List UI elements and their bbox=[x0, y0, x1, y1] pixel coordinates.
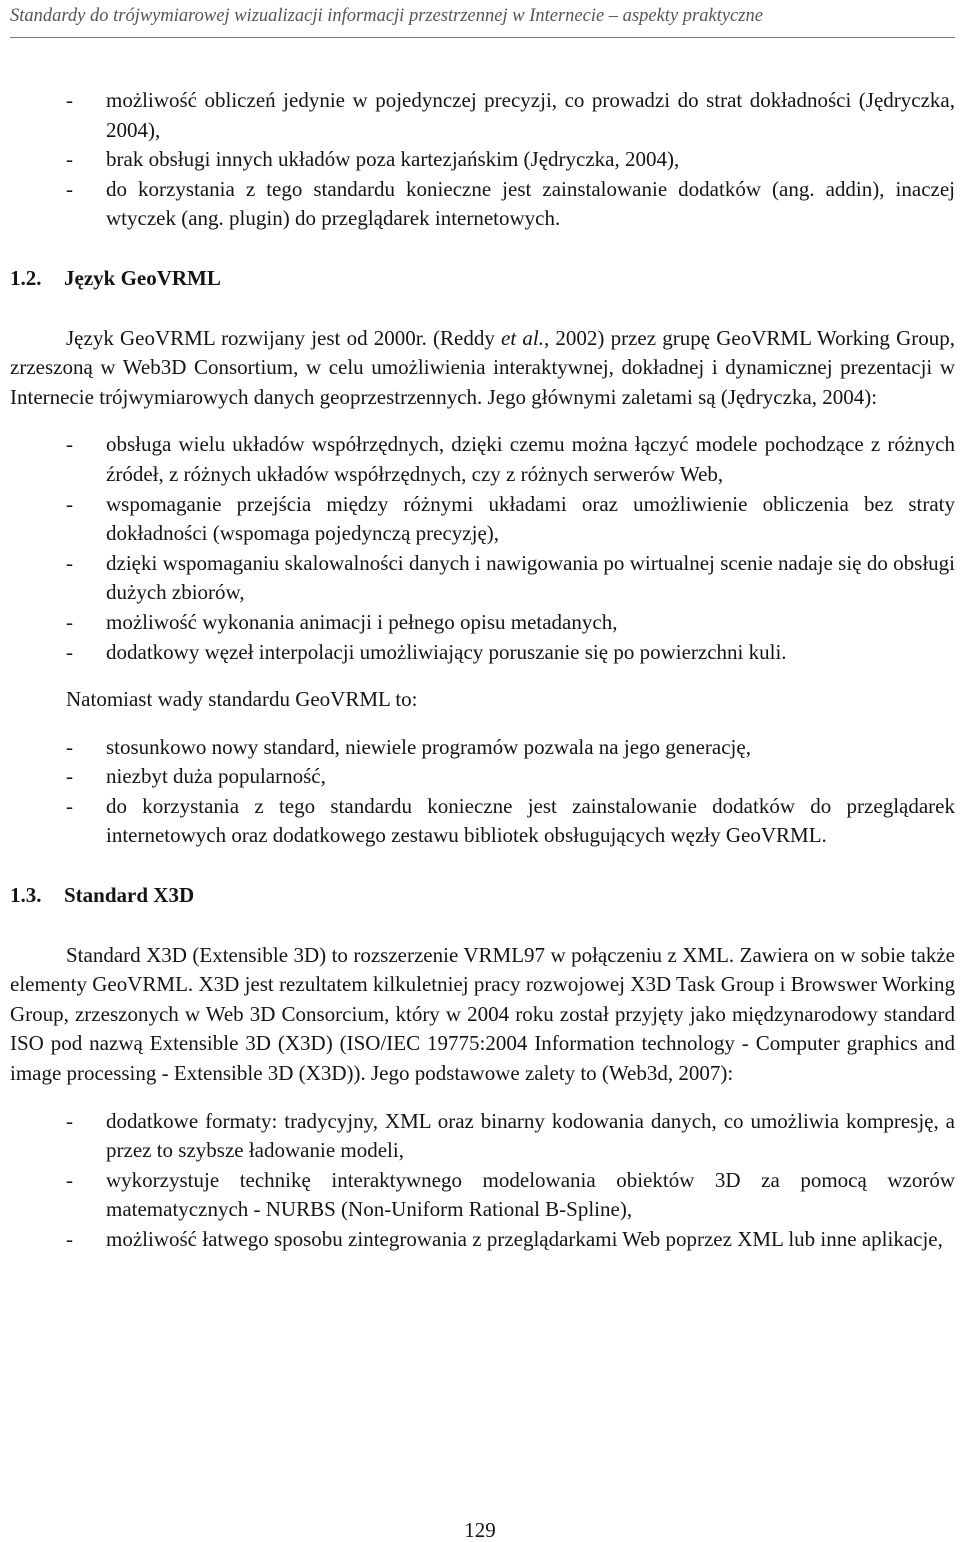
list-item-text: brak obsługi innych układów poza kartezjańskim (Jędryczka, 2004), bbox=[106, 147, 680, 172]
list-item-text: możliwość łatwego sposobu zintegrowania z przeglądarkami Web poprzez XML lub inne aplikacje, bbox=[106, 1227, 943, 1251]
list-dash: - bbox=[66, 609, 73, 634]
list-item bbox=[10, 145, 955, 175]
section-title: Język GeoVRML bbox=[64, 265, 221, 290]
list-dash: - bbox=[66, 491, 73, 516]
geovrml-drawbacks-list bbox=[10, 733, 955, 851]
paragraph-italic-text: et al. bbox=[501, 325, 544, 350]
geovrml-paragraph bbox=[10, 324, 955, 413]
list-dash: - bbox=[66, 764, 73, 789]
list-item bbox=[10, 549, 955, 608]
section-number: 1.3. bbox=[10, 883, 42, 908]
list-item-text: dodatkowe formaty: tradycyjny, XML oraz binarny kodowania danych, co umożliwia kompresję, a przez to szybsze ładowanie modeli, bbox=[106, 1108, 955, 1163]
section-number: 1.2. bbox=[10, 265, 42, 290]
list-item bbox=[10, 430, 955, 489]
list-item-text: do korzystania z tego standardu konieczne jest zainstalowanie dodatków do przeglądarek internetowych oraz dodatkowego zestawu bibliotek obsługujących węzły GeoVRML. bbox=[106, 793, 955, 848]
list-item-text: możliwość wykonania animacji i pełnego opisu metadanych, bbox=[106, 609, 618, 634]
list-item bbox=[10, 490, 955, 549]
list-dash: - bbox=[66, 550, 73, 575]
page-number: 129 bbox=[464, 1518, 496, 1542]
geovrml-advantages-list bbox=[10, 430, 955, 667]
vrml-drawbacks-list bbox=[10, 86, 955, 234]
list-item-text: obsługa wielu układów współrzędnych, dzięki czemu można łączyć modele pochodzące z różnych źródeł, z różnych układów współrzędnych, czy z różnych serwerów Web, bbox=[106, 432, 955, 486]
list-item bbox=[10, 792, 955, 851]
x3d-paragraph: Standard X3D (Extensible 3D) to rozszerzenie VRML97 w połączeniu z XML. Zawiera on w sobie także elementy GeoVRML. X3D jest rezultatem kilkuletniej pracy rozwojowej X3D Task Group i Browswer Working Group, zrzeszonych w Web 3D Consorcium, który w 2004 roku został przyjęty jako międzynarodowy standard ISO pod nazwą Extensible 3D (X3D) (ISO/IEC 19775:2004 Information technology - Computer graphics and image processing - Extensible 3D (X3D)). Jego podstawowe zalety to (Web3d, 2007): bbox=[10, 942, 955, 1086]
list-item bbox=[10, 638, 955, 668]
list-dash: - bbox=[66, 793, 73, 818]
paragraph-text: Język GeoVRML rozwijany jest od 2000r. (Reddy bbox=[66, 325, 502, 350]
paragraph-text: , 2002) przez grupę GeoVRML Working Group, zrzeszoną w Web3D Consortium, w celu umożliwienia interaktywnej, dokładnej i dynamicznej prezentacji w Internecie trójwymiarowych danych geoprzestrzennych. Jego głównymi zaletami są (Jędryczka, 2004): bbox=[10, 325, 955, 409]
list-item bbox=[10, 86, 955, 145]
list-dash: - bbox=[66, 1167, 73, 1192]
header-divider bbox=[10, 37, 955, 38]
list-dash: - bbox=[66, 147, 73, 172]
list-item-text: do korzystania z tego standardu konieczne jest zainstalowanie dodatków (ang. addin), inaczej wtyczek (ang. plugin) do przeglądarek internetowych. bbox=[106, 176, 955, 231]
list-dash: - bbox=[66, 176, 73, 201]
geovrml-drawbacks-intro: Natomiast wady standardu GeoVRML to: bbox=[66, 687, 418, 712]
list-item bbox=[10, 175, 955, 234]
list-item bbox=[10, 1107, 955, 1166]
list-item-text: stosunkowo nowy standard, niewiele programów pozwala na jego generację, bbox=[106, 734, 751, 759]
list-item bbox=[10, 1166, 955, 1225]
list-item-text: niezbyt duża popularność, bbox=[106, 764, 326, 789]
list-dash: - bbox=[66, 432, 73, 457]
list-dash: - bbox=[66, 734, 73, 759]
section-heading-x3d bbox=[10, 881, 955, 911]
list-dash: - bbox=[66, 639, 73, 664]
x3d-advantages-list bbox=[10, 1107, 955, 1255]
section-heading-geovrml bbox=[10, 264, 955, 294]
page-content bbox=[10, 86, 955, 1255]
list-item-text: wspomaganie przejścia między różnymi układami oraz umożliwienie obliczenia bez straty dokładności (wspomaga pojedynczą precyzję), bbox=[106, 491, 955, 546]
section-title: Standard X3D bbox=[64, 883, 195, 908]
list-item bbox=[10, 608, 955, 638]
list-item-text: wykorzystuje technikę interaktywnego modelowania obiektów 3D za pomocą wzorów matematycznych - NURBS (Non-Uniform Rational B-Spline), bbox=[106, 1167, 955, 1222]
running-header: Standardy do trójwymiarowej wizualizacji informacji przestrzennej w Internecie – aspekty praktyczne bbox=[10, 6, 763, 26]
list-item bbox=[10, 1225, 955, 1255]
list-item bbox=[10, 762, 955, 792]
list-item-text: dzięki wspomaganiu skalowalności danych i nawigowania po wirtualnej scenie nadaje się do obsługi dużych zbiorów, bbox=[106, 550, 955, 605]
list-dash: - bbox=[66, 1227, 73, 1251]
list-item-text: dodatkowy węzeł interpolacji umożliwiający poruszanie się po powierzchni kuli. bbox=[106, 639, 787, 664]
list-dash: - bbox=[66, 1108, 73, 1133]
list-dash: - bbox=[66, 88, 73, 112]
list-item bbox=[10, 733, 955, 763]
list-item-text: możliwość obliczeń jedynie w pojedynczej precyzji, co prowadzi do strat dokładności (Jędryczka, 2004), bbox=[106, 88, 955, 142]
